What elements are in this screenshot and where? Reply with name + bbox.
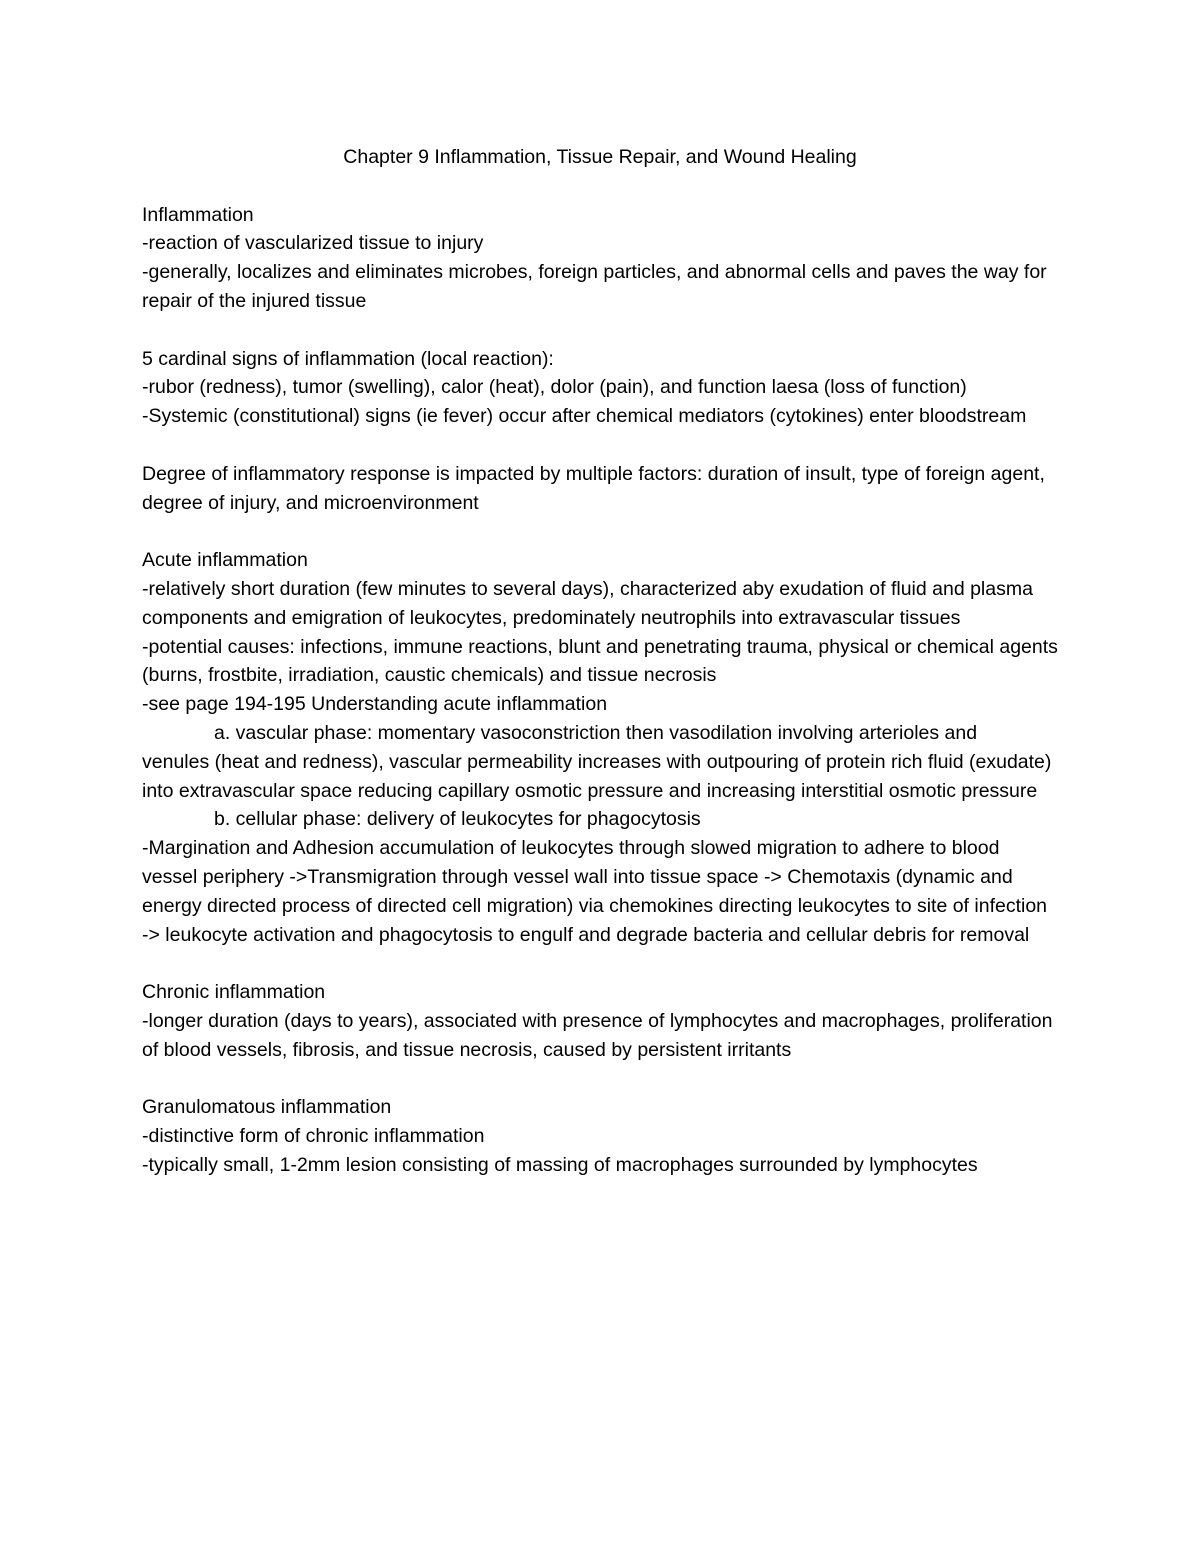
acute-line: -relatively short duration (few minutes to several days), characterized aby exudation of fluid and plasma components and emigration of leukocytes, predominately neutrophils into extravascular tissues — [142, 577, 1033, 629]
granulomatous-line: -distinctive form of chronic inflammation — [142, 1125, 485, 1148]
cardinal-signs-line: -Systemic (constitutional) signs (ie fever) occur after chemical mediators (cytokines) enter bloodstream — [142, 405, 1027, 428]
blank-line — [142, 431, 1058, 460]
margination-paragraph: -Margination and Adhesion accumulation of leukocytes through slowed migration to adhere to blood vessel periphery ->Transmigration through vessel wall into tissue space -> Chemotaxis (dynamic and energy directed process of directed cell migration) via chemokines directing leukocytes to site of infection -> leukocyte activation and phagocytosis to engulf and degrade bacteria and cellular debris for removal — [142, 837, 1048, 946]
cellular-phase-line: b. cellular phase: delivery of leukocytes for phagocytosis — [214, 808, 701, 831]
cardinal-signs-line: -rubor (redness), tumor (swelling), calor (heat), dolor (pain), and function laesa (loss of function) — [142, 376, 967, 399]
degree-paragraph: Degree of inflammatory response is impacted by multiple factors: duration of insult, type of foreign agent, degree of injury, and microenvironment — [142, 462, 1045, 514]
section-heading-cardinal-signs: 5 cardinal signs of inflammation (local reaction): — [142, 347, 554, 370]
section-heading-granulomatous: Granulomatous inflammation — [142, 1096, 392, 1119]
section-heading-chronic: Chronic inflammation — [142, 981, 326, 1004]
acute-line: -see page 194-195 Understanding acute inflammation — [142, 693, 608, 716]
document-body — [142, 143, 1058, 1180]
document-title: Chapter 9 Inflammation, Tissue Repair, and Wound Healing — [343, 146, 857, 168]
granulomatous-line: -typically small, 1-2mm lesion consisting of massing of macrophages surrounded by lymphocytes — [142, 1153, 978, 1176]
acute-line: -potential causes: infections, immune reactions, blunt and penetrating trauma, physical or chemical agents (burns, frostbite, irradiation, caustic chemicals) and tissue necrosis — [142, 635, 1058, 687]
chronic-line: -longer duration (days to years), associated with presence of lymphocytes and macrophages, proliferation of blood vessels, fibrosis, and tissue necrosis, caused by persistent irritants — [142, 1009, 1053, 1061]
blank-line — [142, 1065, 1058, 1094]
inflammation-line: -reaction of vascularized tissue to injury — [142, 232, 484, 255]
blank-line — [142, 517, 1058, 546]
section-heading-acute: Acute inflammation — [142, 549, 308, 572]
blank-line — [142, 949, 1058, 978]
vascular-phase-first-line: a. vascular phase: momentary vasoconstriction then vasodilation involving arterioles and — [214, 721, 978, 744]
blank-line — [142, 316, 1058, 345]
vascular-phase-continuation: venules (heat and redness), vascular permeability increases with outpouring of protein rich fluid (exudate) into extravascular space reducing capillary osmotic pressure and increasing interstitial osmotic pressure — [142, 750, 1052, 802]
section-heading-inflammation: Inflammation — [142, 203, 254, 226]
inflammation-line: -generally, localizes and eliminates microbes, foreign particles, and abnormal cells and paves the way for repair of the injured tissue — [142, 261, 1047, 312]
blank-line — [142, 172, 1058, 201]
